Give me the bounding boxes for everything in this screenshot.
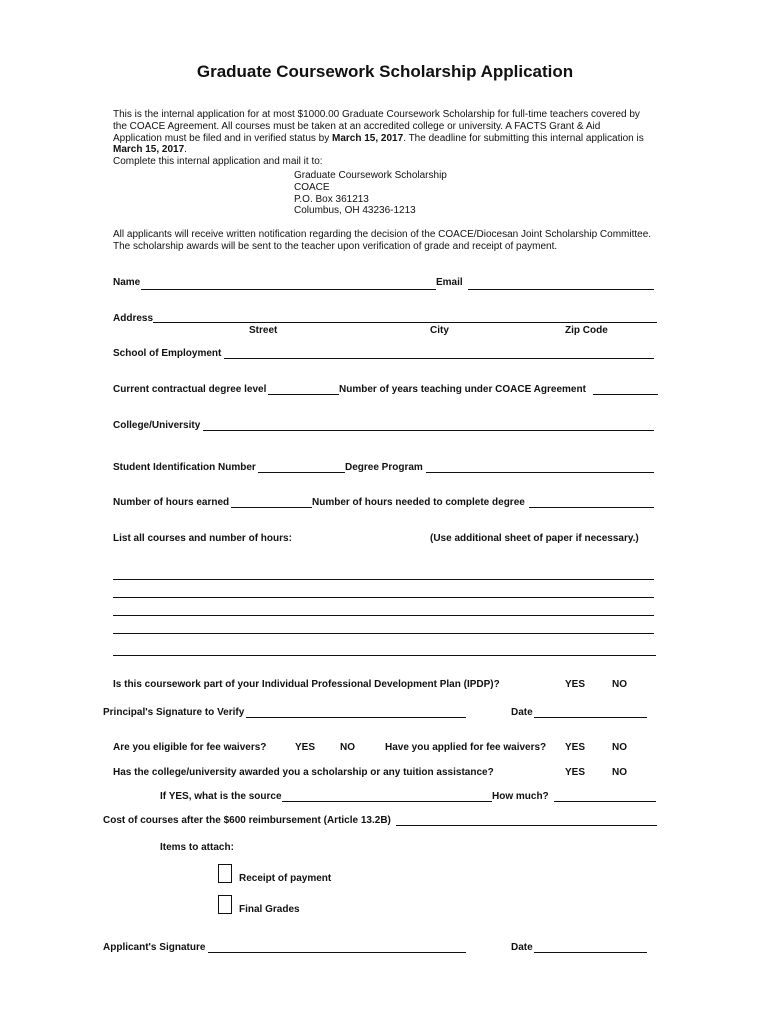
fee-waivers-no-option[interactable]: NO: [340, 742, 355, 753]
final-grades-label: Final Grades: [239, 904, 300, 915]
hours-needed-label: Number of hours needed to complete degree: [312, 497, 525, 508]
fee-waivers-yes-option[interactable]: YES: [295, 742, 316, 753]
course-line[interactable]: [113, 579, 654, 580]
street-label: Street: [249, 325, 278, 336]
ipdp-no-option[interactable]: NO: [612, 679, 627, 690]
school-label: School of Employment: [113, 348, 222, 359]
student-id-label: Student Identification Number: [113, 462, 256, 473]
degree-level-label: Current contractual degree level: [113, 384, 267, 395]
ipdp-question: Is this coursework part of your Individual Professional Development Plan (IPDP)?: [113, 679, 500, 690]
course-line[interactable]: [113, 633, 654, 634]
notice-line: The scholarship awards will be sent to the teacher upon verification of grade and receipt of payment.: [113, 240, 558, 252]
cost-field[interactable]: [396, 825, 657, 826]
source-field[interactable]: [282, 801, 492, 802]
applicant-date-label: Date: [511, 942, 533, 953]
degree-program-field[interactable]: [426, 472, 654, 473]
intro-text: . The deadline for submitting this internal application is: [403, 132, 644, 144]
intro-line: the COACE Agreement. All courses must be taken at an accredited college or university. A FACTS Grant & Aid: [113, 120, 601, 132]
course-line[interactable]: [113, 655, 656, 656]
intro-line: [113, 144, 644, 156]
address-line: P.O. Box 361213: [294, 193, 369, 205]
name-label: Name: [113, 277, 141, 288]
applied-no-option[interactable]: NO: [612, 742, 627, 753]
applicant-date-field[interactable]: [534, 952, 647, 953]
address-line: COACE: [294, 181, 330, 193]
principal-date-label: Date: [511, 707, 533, 718]
how-much-field[interactable]: [554, 801, 656, 802]
name-field[interactable]: [141, 289, 436, 290]
applied-yes-option[interactable]: YES: [565, 742, 586, 753]
email-field[interactable]: [468, 289, 654, 290]
mailing-address: [294, 170, 447, 217]
years-teaching-label: Number of years teaching under COACE Agreement: [339, 384, 586, 395]
address-field[interactable]: [153, 322, 657, 323]
principal-signature-field[interactable]: [246, 717, 466, 718]
scholarship-yes-option[interactable]: YES: [565, 767, 586, 778]
source-label: If YES, what is the source: [160, 791, 282, 802]
principal-date-field[interactable]: [534, 717, 647, 718]
page-title: Graduate Coursework Scholarship Application: [196, 62, 574, 81]
fee-waivers-question: Are you eligible for fee waivers?: [113, 742, 267, 753]
scholarship-question: Has the college/university awarded you a scholarship or any tuition assistance?: [113, 767, 494, 778]
applicant-signature-label: Applicant's Signature: [103, 942, 206, 953]
degree-level-field[interactable]: [268, 394, 339, 395]
items-to-attach-label: Items to attach:: [160, 842, 234, 853]
email-label: Email: [436, 277, 463, 288]
principal-signature-label: Principal's Signature to Verify: [103, 707, 245, 718]
ipdp-yes-option[interactable]: YES: [565, 679, 586, 690]
course-line[interactable]: [113, 597, 654, 598]
notice-line: All applicants will receive written notification regarding the decision of the COACE/Diocesan Joint Scholarship Committee.: [113, 229, 652, 240]
deadline-date: March 15, 2017: [332, 132, 404, 144]
intro-text: .: [184, 144, 187, 156]
intro-line: Complete this internal application and mail it to:: [113, 156, 323, 168]
list-courses-label: List all courses and number of hours:: [113, 533, 292, 544]
intro-paragraph: [113, 109, 644, 168]
address-line: Columbus, OH 43236-1213: [294, 205, 416, 217]
years-teaching-field[interactable]: [593, 394, 658, 395]
hours-earned-label: Number of hours earned: [113, 497, 230, 508]
city-label: City: [430, 325, 449, 336]
scholarship-no-option[interactable]: NO: [612, 767, 627, 778]
school-field[interactable]: [224, 358, 654, 359]
hours-needed-field[interactable]: [529, 507, 654, 508]
intro-line: This is the internal application for at most $1000.00 Graduate Coursework Scholarship for full-time teachers covered by: [113, 109, 640, 120]
cost-label: Cost of courses after the $600 reimbursement (Article 13.2B): [103, 815, 391, 826]
college-label: College/University: [113, 420, 201, 431]
how-much-label: How much?: [492, 791, 549, 802]
degree-program-label: Degree Program: [345, 462, 423, 473]
receipt-checkbox[interactable]: [218, 864, 232, 883]
zip-label: Zip Code: [565, 325, 608, 336]
intro-text: Application must be filed and in verified status by: [113, 132, 333, 144]
applicant-signature-field[interactable]: [208, 952, 466, 953]
receipt-label: Receipt of payment: [239, 873, 332, 884]
address-label: Address: [113, 313, 154, 324]
intro-line: [113, 133, 644, 145]
final-grades-checkbox[interactable]: [218, 895, 232, 914]
college-field[interactable]: [203, 430, 654, 431]
student-id-field[interactable]: [258, 472, 345, 473]
deadline-date: March 15, 2017: [113, 144, 185, 156]
address-line: Graduate Coursework Scholarship: [294, 170, 447, 181]
additional-sheet-note: (Use additional sheet of paper if necessary.): [430, 533, 639, 544]
applied-fee-waivers-question: Have you applied for fee waivers?: [385, 742, 547, 753]
hours-earned-field[interactable]: [231, 507, 312, 508]
course-line[interactable]: [113, 615, 654, 616]
notice-paragraph: [113, 229, 651, 253]
